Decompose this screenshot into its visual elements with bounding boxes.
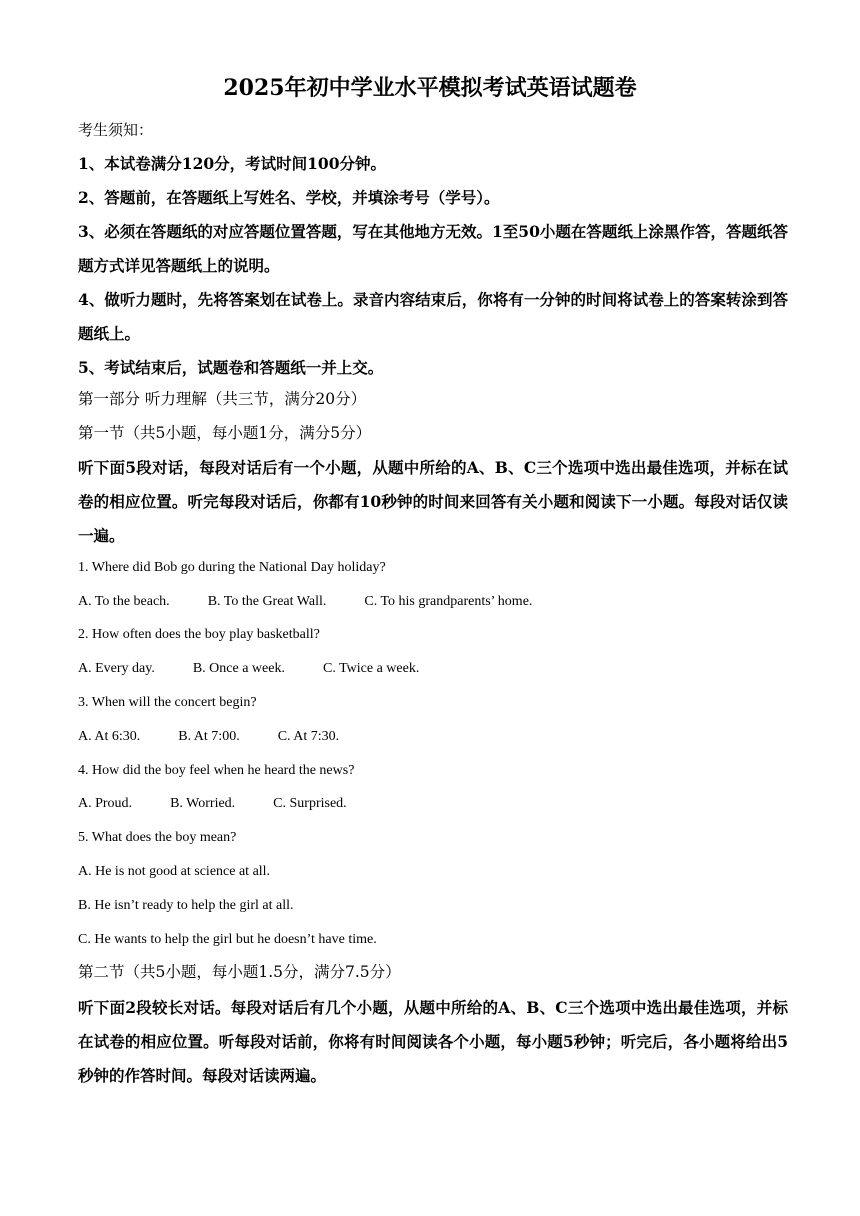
section1-heading: 第一节（共5小题，每小题1分，满分5分）	[78, 424, 372, 442]
page-title: 2025年初中学业水平模拟考试英语试题卷	[223, 75, 637, 101]
section1-instructions: 听下面5段对话，每段对话后有一个小题，从题中所给的A、B、C三个选项中选出最佳选项，并标在试卷的相应位置。听完每段对话后，你都有10秒钟的时间来回答有关小题和阅读下一小题。每段对话仅读一遍。	[78, 458, 788, 545]
question-2-options	[78, 658, 419, 680]
notice-label: 考生须知：	[78, 121, 154, 139]
question-2-option-a: A. Every day.	[78, 661, 155, 676]
question-1-stem: 1. Where did Bob go during the National Day holiday?	[78, 560, 386, 575]
question-1-option-b: B. To the Great Wall.	[207, 594, 327, 609]
question-5-option-a: A. He is not good at science at all.	[78, 864, 271, 879]
question-4-options	[78, 793, 347, 815]
question-4-option-b: B. Worried.	[170, 796, 236, 811]
section2-instructions: 听下面2段较长对话。每段对话后有几个小题，从题中所给的A、B、C三个选项中选出最佳选项，并标在试卷的相应位置。听每段对话前，你将有时间阅读各个小题，每小题5秒钟；听完后，各小题将给出5秒钟的作答时间。每段对话读两遍。	[78, 998, 788, 1085]
notice-item-3: 3、必须在答题纸的对应答题位置答题，写在其他地方无效。1至50小题在答题纸上涂黑作答，答题纸答题方式详见答题纸上的说明。	[78, 222, 788, 275]
question-5-option-c: C. He wants to help the girl but he doesn’t have time.	[78, 932, 377, 947]
question-5-stem: 5. What does the boy mean?	[78, 830, 237, 845]
notice-item-5: 5、考试结束后，试题卷和答题纸一并上交。	[78, 358, 384, 377]
question-2-option-c: C. Twice a week.	[322, 661, 420, 676]
notice-item-2: 2、答题前，在答题纸上写姓名、学校，并填涂考号（学号）。	[78, 188, 500, 207]
question-3-option-c: C. At 7:30.	[277, 729, 340, 744]
notice-item-1: 1、本试卷满分120分，考试时间100分钟。	[78, 154, 386, 173]
question-4-option-a: A. Proud.	[78, 796, 133, 811]
question-3-options	[78, 726, 339, 748]
question-3-stem: 3. When will the concert begin?	[78, 695, 257, 710]
section2-heading: 第二节（共5小题，每小题1.5分，满分7.5分）	[78, 963, 401, 981]
question-1-options	[78, 591, 532, 613]
notice-item-4: 4、做听力题时，先将答案划在试卷上。录音内容结束后，你将有一分钟的时间将试卷上的答案转涂到答题纸上。	[78, 290, 788, 343]
question-1-option-a: A. To the beach.	[78, 594, 170, 609]
part1-heading: 第一部分 听力理解（共三节，满分20分）	[78, 390, 367, 408]
question-3-option-b: B. At 7:00.	[178, 729, 240, 744]
question-2-option-b: B. Once a week.	[192, 661, 285, 676]
question-3-option-a: A. At 6:30.	[78, 729, 141, 744]
question-4-stem: 4. How did the boy feel when he heard the news?	[78, 763, 355, 778]
question-4-option-c: C. Surprised.	[273, 796, 347, 811]
question-2-stem: 2. How often does the boy play basketball?	[78, 627, 320, 642]
question-1-option-c: C. To his grandparents’ home.	[364, 594, 533, 609]
question-5-option-b: B. He isn’t ready to help the girl at all.	[78, 898, 294, 913]
